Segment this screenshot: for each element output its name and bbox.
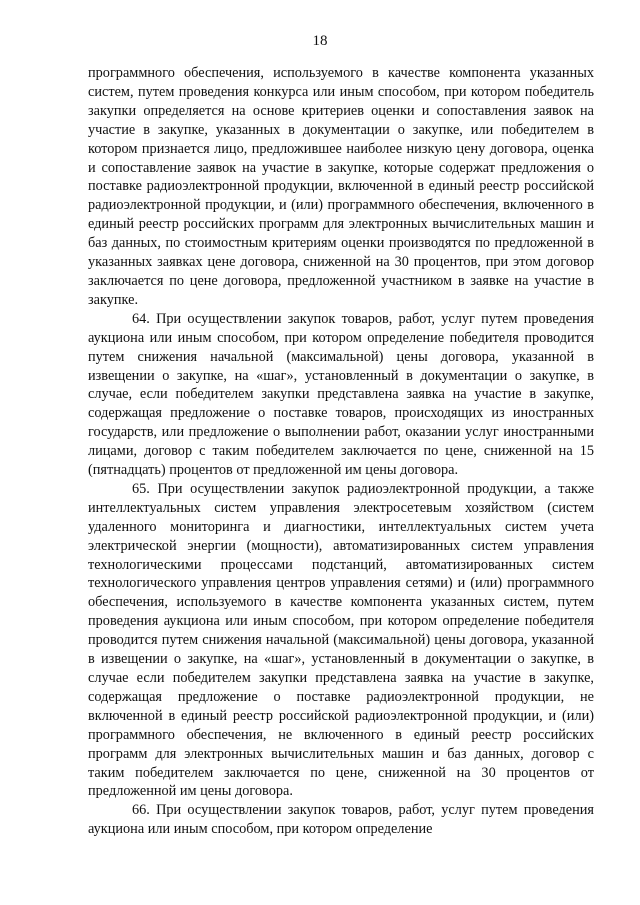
paragraph-continuation: программного обеспечения, используемого в качестве компонента указанных систем, путем проведения конкурса или иным способом, при котором победитель закупки определяется на основе критериев оценки и сопоставления заявок на участие в закупке, указанных в документации о закупке, или победителем в котором признается лицо, предложившее наиболее низкую цену договора, оценка и сопоставление заявок на участие в закупке, которые содержат предложения о поставке радиоэлектронной продукции, включенной в единый реестр российской радиоэлектронной продукции, и (или) программного обеспечения, включенного в единый реестр российских программ для электронных вычислительных машин и баз данных, по стоимостным критериям оценки производятся по предложенной в указанных заявках цене договора, сниженной на 30 процентов, при этом договор заключается по цене договора, предложенной участником в заявке на участие в закупке. [88,65,594,308]
paragraph-65: 65. При осуществлении закупок радиоэлектронной продукции, а также интеллектуальных систем управления электросетевым хозяйством (систем удаленного мониторинга и диагностики, интеллектуальных систем учета электрической энергии (мощности), автоматизированных систем управления технологическими процессами подстанций, автоматизированных систем технологического управления центров управления сетями) и (или) программного обеспечения, используемого в качестве компонента указанных систем, путем проведения аукциона или иным способом, при котором определение победителя проводится путем снижения начальной (максимальной) цены договора, указанной в извещении о закупке, на «шаг», установленный в документации о закупке, в случае если победителем закупки представлена заявка на участие в закупке, содержащая предложение о поставке радиоэлектронной продукции, не включенной в единый реестр российской радиоэлектронной продукции, и (или) программного обеспечения, не включенного в единый реестр российских программ для электронных вычислительных машин и баз данных, договор с таким победителем заключается по цене, сниженной на 30 процентов от предложенной им цены договора. [88,480,594,800]
document-body [88,64,594,839]
paragraph-64: 64. При осуществлении закупок товаров, работ, услуг путем проведения аукциона или иным способом, при котором определение победителя проводится путем снижения начальной (максимальной) цены договора, указанной в извещении о закупке, на «шаг», установленный в документации о закупке, в случае, если победителем закупки представлена заявка на участие в закупке, содержащая предложение о поставке товаров, происходящих из иностранных государств, или предложение о выполнении работ, оказании услуг иностранными лицами, договор с таким победителем заключается по цене, сниженной на 15 (пятнадцать) процентов от предложенной им цены договора. [88,310,594,479]
page-number: 18 [312,33,328,49]
paragraph-66: 66. При осуществлении закупок товаров, работ, услуг путем проведения аукциона или иным способом, при котором определение [88,802,594,838]
